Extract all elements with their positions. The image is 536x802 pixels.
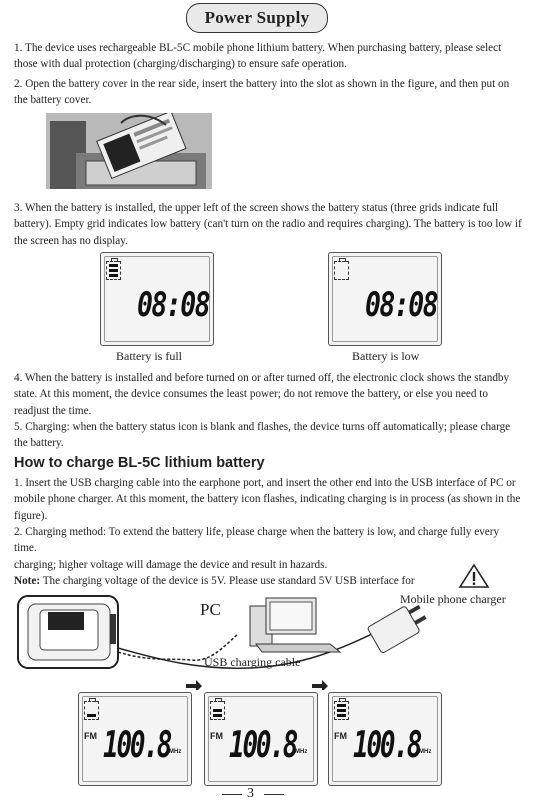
lcd-charging-2 [204, 692, 318, 786]
charging-step-2 [14, 524, 522, 557]
charging-step-3-text: charging; higher voltage will damage the device and result in hazards. [14, 559, 328, 571]
lcd-charging-3 [328, 692, 442, 786]
pc-label: PC [200, 600, 221, 619]
charging-step-1-text: 1. Insert the USB charging cable into the earphone port, and insert the other end into the USB interface of PC or mobile phone charger. At this moment, the battery icon flashes, indicating charging is in process (as shown in the figure). [14, 477, 521, 522]
charging-step-3 [14, 557, 522, 573]
frequency-display: 100.8 [103, 725, 171, 766]
charging-note [14, 573, 474, 589]
mhz-label: MHz [169, 749, 182, 755]
page-number-rule-left [222, 794, 242, 795]
paragraph-2 [14, 76, 522, 109]
paragraph-1 [14, 40, 522, 73]
frequency-display: 100.8 [353, 725, 421, 766]
caption-battery-low: Battery is low [352, 349, 420, 363]
battery-charging-icon [84, 701, 99, 720]
lcd-clock-low: 08:08 [365, 285, 438, 325]
charger-label: Mobile phone charger [400, 592, 506, 606]
battery-charging-icon [334, 701, 349, 720]
battery-full-icon [106, 261, 121, 280]
battery-empty-icon [334, 261, 349, 280]
paragraph-5 [14, 419, 522, 452]
page-number: 3 [247, 786, 254, 801]
charging-heading: How to charge BL-5C lithium battery [14, 455, 265, 471]
battery-install-photo [46, 113, 212, 189]
paragraph-1-text: 1. The device uses rechargeable BL-5C mobile phone lithium battery. When purchasing battery, please select those with dual protection (charging/discharging) to ensure safe operation. [14, 42, 502, 71]
paragraph-3-text: 3. When the battery is installed, the upper left of the screen shows the battery status (three grids indicate full battery). Empty grid indicates low battery (can't turn on the radio and requires charging). The battery is too low if the screen has no display. [14, 202, 522, 247]
mhz-label: MHz [295, 749, 308, 755]
charging-step-1 [14, 475, 522, 524]
usb-cable-label: USB charging cable [204, 655, 301, 669]
paragraph-4 [14, 370, 522, 419]
lcd-charging-1 [78, 692, 192, 786]
caption-battery-full: Battery is full [116, 349, 182, 363]
paragraph-4-text: 4. When the battery is installed and before turned on or after turned off, the electronic clock shows the standby state. At this moment, the device consumes the least power; do not remove the battery, or else you need to readjust the time. [14, 372, 510, 417]
note-text: The charging voltage of the device is 5V. Please use standard 5V USB interface for [40, 575, 415, 587]
note-label: Note: [14, 575, 41, 587]
lcd-battery-full [100, 252, 214, 346]
charging-step-2-text: 2. Charging method: To extend the battery life, please charge when the battery is low, and charge fully every time. [14, 526, 500, 555]
fm-label: FM [210, 731, 223, 741]
lcd-clock-full: 08:08 [137, 285, 210, 325]
battery-charging-icon [210, 701, 225, 720]
frequency-display: 100.8 [229, 725, 297, 766]
mhz-label: MHz [419, 749, 432, 755]
fm-label: FM [84, 731, 97, 741]
warning-icon [458, 563, 490, 589]
paragraph-2-text: 2. Open the battery cover in the rear side, insert the battery into the slot as shown in the figure, and then put on the battery cover. [14, 78, 510, 107]
lcd-battery-low [328, 252, 442, 346]
paragraph-5-text: 5. Charging: when the battery status icon is blank and flashes, the device turns off automatically; please charge the battery. [14, 421, 511, 450]
page-number-rule-right [264, 794, 284, 795]
fm-label: FM [334, 731, 347, 741]
paragraph-3 [14, 200, 522, 249]
section-title: Power Supply [186, 3, 328, 33]
